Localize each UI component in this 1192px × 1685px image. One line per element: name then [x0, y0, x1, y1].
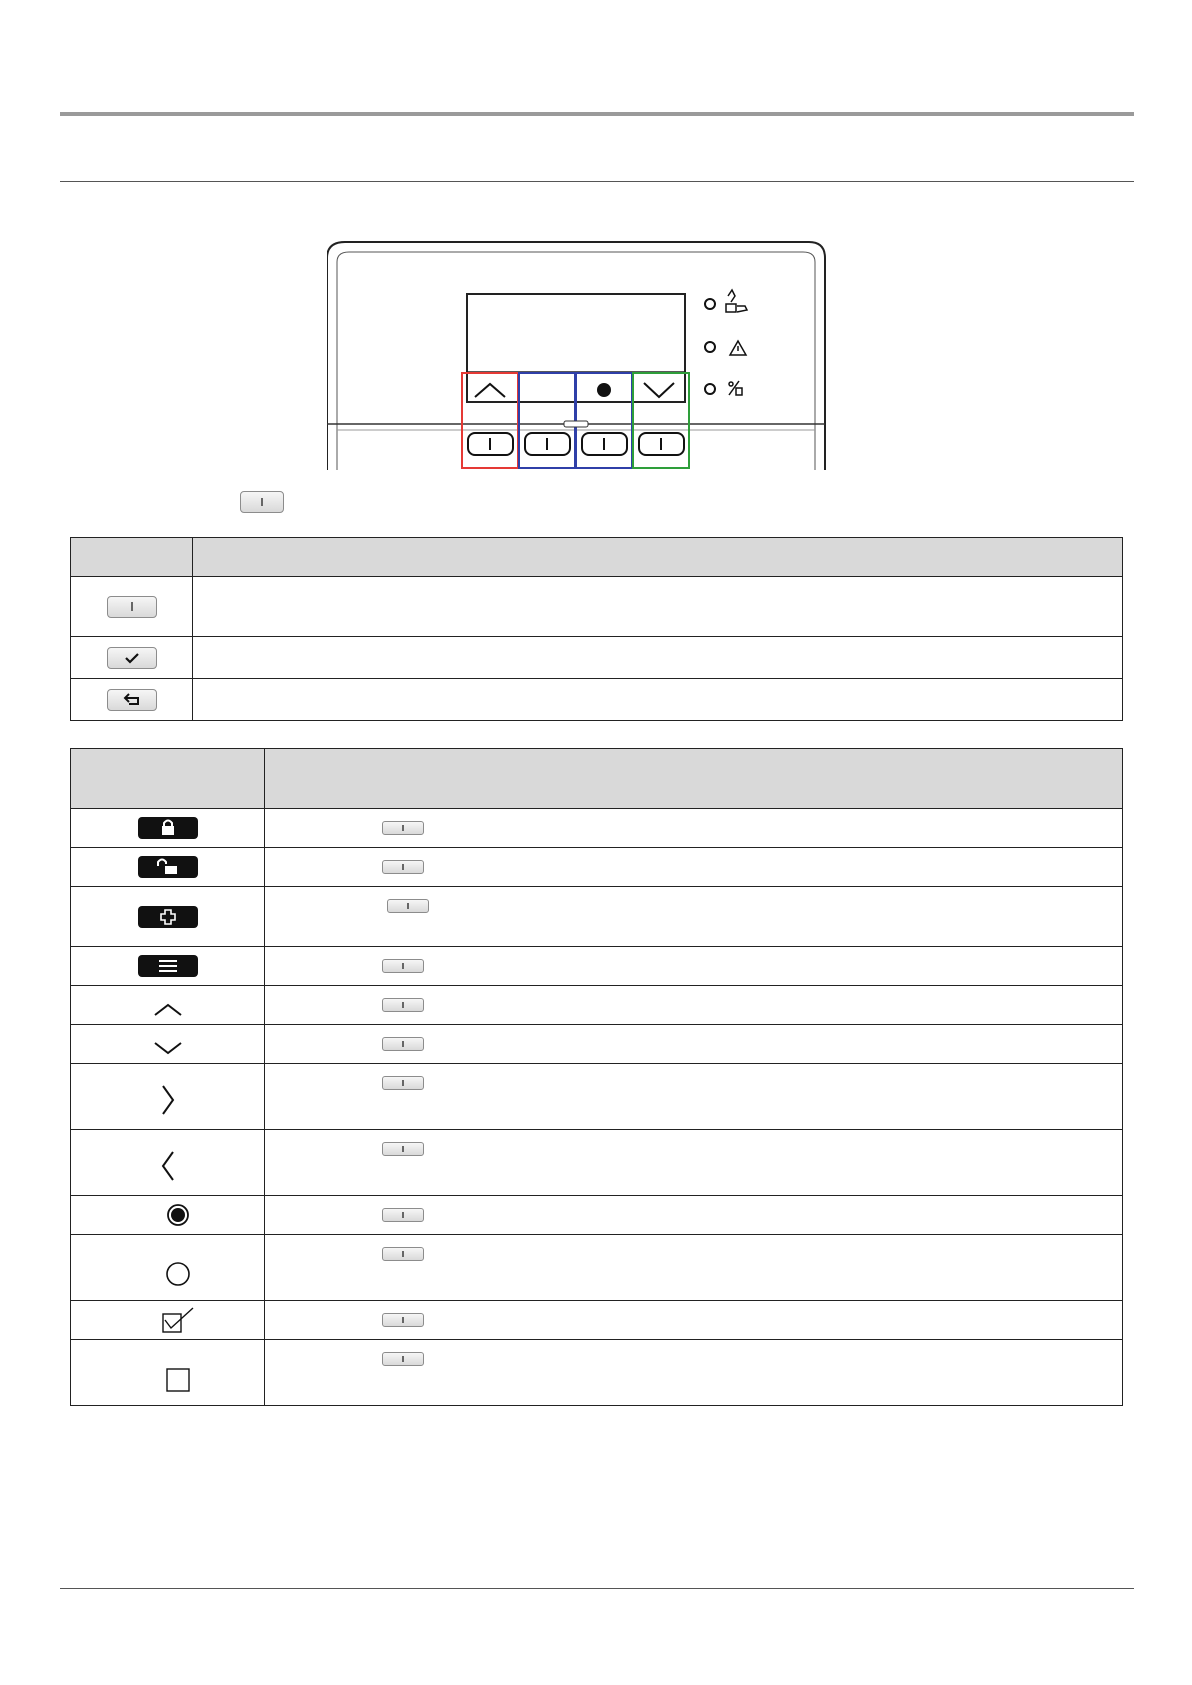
section-rule	[60, 181, 1134, 182]
intro-key-icon	[240, 491, 284, 513]
warning-icon	[730, 341, 746, 355]
table-row	[71, 637, 1123, 679]
key-table	[70, 537, 1123, 721]
key-table-header	[71, 538, 1123, 577]
unlock-icon	[138, 856, 198, 878]
table-row	[71, 1130, 1123, 1196]
radio-empty-icon	[166, 1262, 190, 1286]
device-drawing	[327, 240, 827, 470]
device-illustration	[327, 240, 827, 470]
row-key-icon	[382, 821, 424, 835]
screen-chevron-up-icon	[475, 384, 505, 397]
check-key-icon	[107, 647, 157, 669]
key-icon	[107, 596, 157, 618]
table-row	[71, 1235, 1123, 1301]
chevron-down-icon	[153, 1040, 183, 1056]
row-key-icon	[382, 1352, 424, 1366]
header-rule	[60, 112, 1134, 116]
menu-icon	[138, 955, 198, 977]
radio-filled-icon	[166, 1203, 190, 1227]
table-row	[71, 1064, 1123, 1130]
icon-table-header-col1	[71, 749, 265, 809]
key-table-header-col2	[193, 538, 1123, 577]
table-row	[71, 848, 1123, 887]
back-key-icon	[107, 689, 157, 711]
percent-icon	[729, 381, 742, 395]
icon-table	[70, 748, 1123, 1406]
table-row	[71, 577, 1123, 637]
lock-icon	[138, 817, 198, 839]
table-row	[71, 1196, 1123, 1235]
row-key-icon	[382, 1142, 424, 1156]
table-row	[71, 679, 1123, 721]
table-row	[71, 1301, 1123, 1340]
table-row	[71, 809, 1123, 848]
plus-icon	[138, 906, 198, 928]
key-table-header-col1	[71, 538, 193, 577]
chevron-right-icon	[160, 1084, 176, 1116]
chevron-left-icon	[160, 1150, 176, 1182]
checkbox-empty-icon	[166, 1368, 190, 1392]
row-key-icon	[387, 899, 429, 913]
table-row	[71, 887, 1123, 947]
table-row	[71, 947, 1123, 986]
row-key-icon	[382, 1076, 424, 1090]
row-key-icon	[382, 1247, 424, 1261]
row-key-icon	[382, 998, 424, 1012]
icon-table-header	[71, 749, 1123, 809]
row-key-icon	[382, 1313, 424, 1327]
footer-rule	[60, 1588, 1134, 1589]
checkbox-checked-icon	[161, 1306, 195, 1334]
power-icon	[726, 290, 747, 312]
table-row	[71, 1340, 1123, 1406]
row-key-icon	[382, 1037, 424, 1051]
row-key-icon	[382, 1208, 424, 1222]
table-row	[71, 986, 1123, 1025]
screen-chevron-down-icon	[644, 383, 674, 397]
icon-table-header-col2	[265, 749, 1123, 809]
table-row	[71, 1025, 1123, 1064]
row-key-icon	[382, 959, 424, 973]
chevron-up-icon	[153, 1001, 183, 1017]
row-key-icon	[382, 860, 424, 874]
screen-radio-icon	[597, 383, 611, 397]
